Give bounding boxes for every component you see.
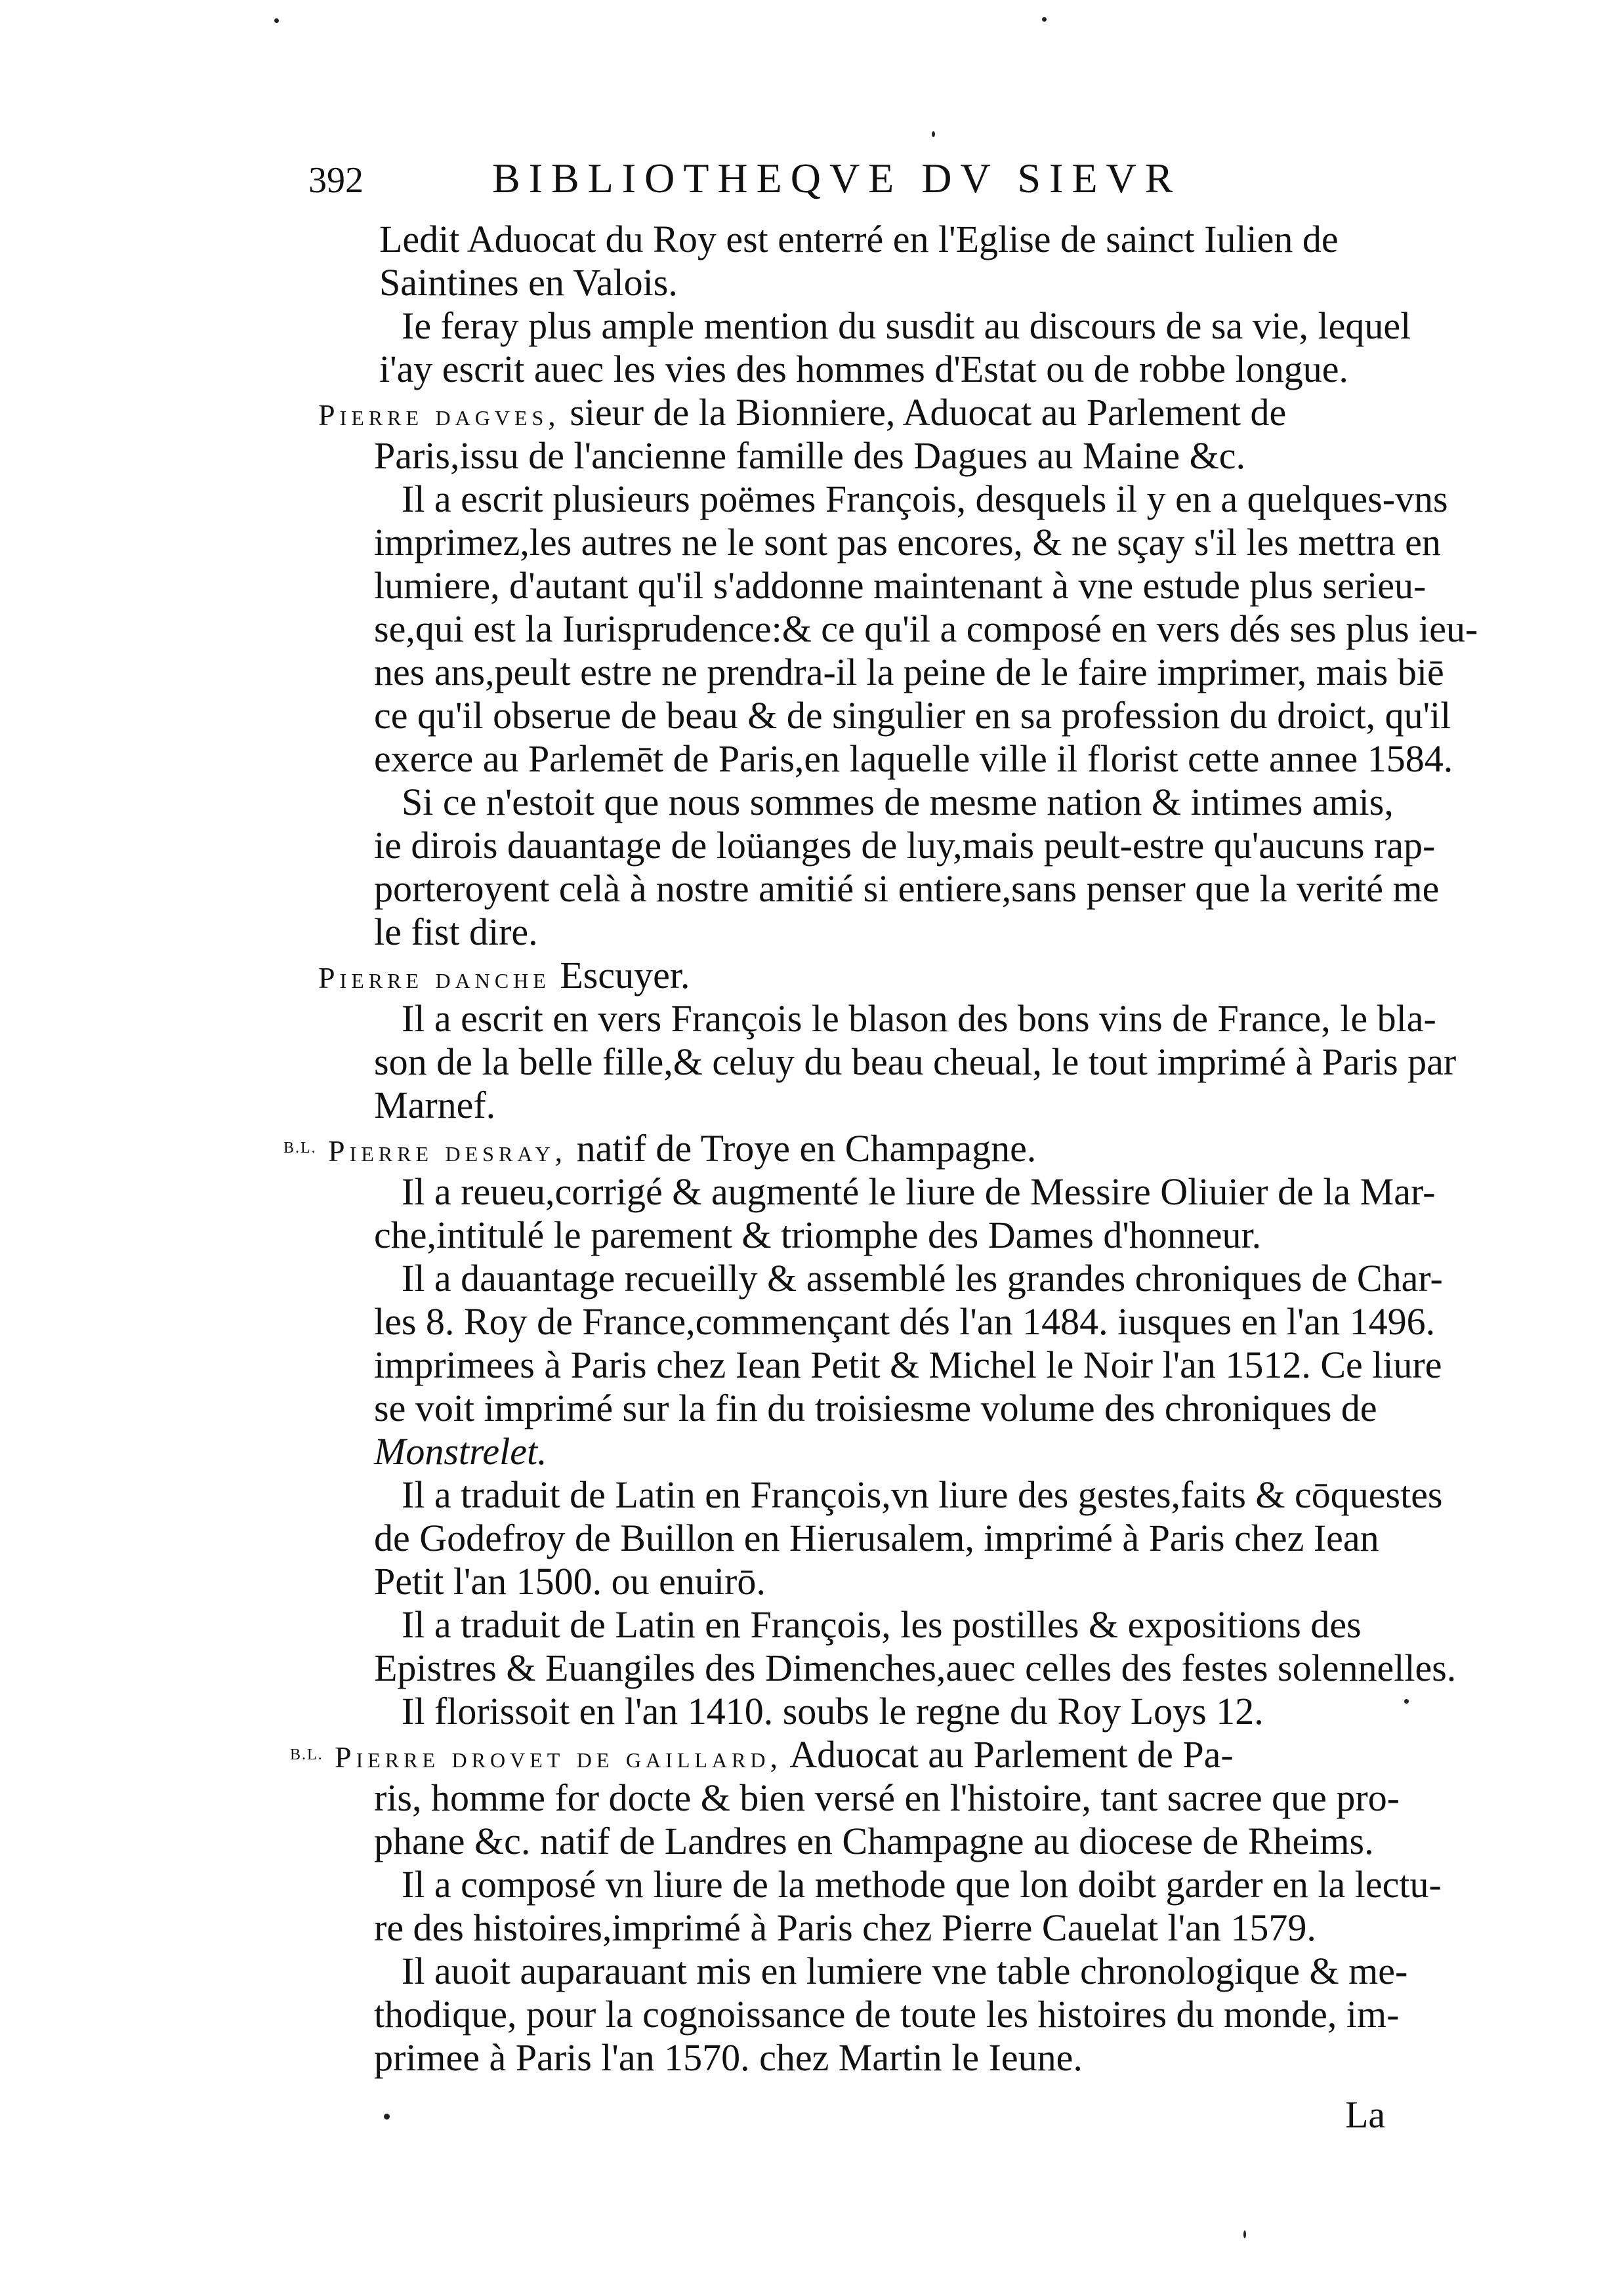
text-line: Il a dauantage recueilly & assemblé les grandes chroniques de Char- xyxy=(402,1257,1443,1300)
text-line: ris, homme for docte & bien versé en l'histoire, tant sacree que pro- xyxy=(374,1776,1400,1819)
text-line: Ie feray plus ample mention du susdit au discours de sa vie, lequel xyxy=(402,304,1411,347)
entry-heading xyxy=(318,954,690,1000)
page-header xyxy=(308,154,1404,213)
text-line: primee à Paris l'an 1570. chez Martin le Ieune. xyxy=(374,2036,1083,2079)
ink-speck xyxy=(1243,2230,1246,2238)
text-line: re des histoires,imprimé à Paris chez Pierre Cauelat l'an 1579. xyxy=(374,1906,1316,1949)
entry-heading xyxy=(328,1127,1036,1173)
text-line: Il florissoit en l'an 1410. soubs le regne du Roy Loys 12. xyxy=(402,1690,1264,1732)
text-line: ie dirois dauantage de loüanges de luy,mais peult-estre qu'aucuns rap- xyxy=(374,824,1436,867)
text-line: Epistres & Euangiles des Dimenches,auec celles des festes solennelles. xyxy=(374,1647,1457,1689)
entry-heading xyxy=(335,1733,1234,1779)
ink-speck xyxy=(1042,17,1047,22)
text-line: Il a escrit en vers François le blason des bons vins de France, le bla- xyxy=(402,997,1436,1040)
text-line: Il a escrit plusieurs poëmes François, desquels il y en a quelques-vns xyxy=(402,478,1448,520)
text-line: Marnef. xyxy=(374,1084,496,1126)
heading-text: Aduocat au Parlement de Pa- xyxy=(781,1733,1234,1776)
running-head: BIBLIOTHEQVE DV SIEVR xyxy=(492,155,1182,201)
text-line: Saintines en Valois. xyxy=(379,261,678,304)
heading-text: sieur de la Bionniere, Aduocat au Parlement de xyxy=(560,391,1287,434)
text-line: se voit imprimé sur la fin du troisiesme volume des chroniques de xyxy=(374,1387,1377,1429)
ink-speck xyxy=(932,131,935,137)
text-line: Il a composé vn liure de la methode que lon doibt garder en la lectu- xyxy=(402,1863,1442,1906)
text-line: exerce au Parlemēt de Paris,en laquelle ville il florist cette annee 1584. xyxy=(374,737,1453,780)
author-name: Pierre drovet de gaillard, xyxy=(335,1740,782,1774)
text-line: ce qu'il obserue de beau & de singulier en sa profession du droict, qu'il xyxy=(374,694,1451,737)
ink-speck xyxy=(384,2114,390,2120)
text-line: son de la belle fille,& celuy du beau cheual, le tout imprimé à Paris par xyxy=(374,1040,1457,1083)
text-line: les 8. Roy de France,commençant dés l'an 1484. iusques en l'an 1496. xyxy=(374,1300,1436,1343)
author-name: Pierre danche xyxy=(318,961,551,994)
text-line: imprimez,les autres ne le sont pas encores, & ne sçay s'il les mettra en xyxy=(374,521,1441,564)
text-line: se,qui est la Iurisprudence:& ce qu'il a composé en vers dés ses plus ieu- xyxy=(374,607,1478,650)
text-line: Ledit Aduocat du Roy est enterré en l'Eglise de sainct Iulien de xyxy=(379,218,1339,260)
text-line: lumiere, d'autant qu'il s'addonne maintenant à vne estude plus serieu- xyxy=(374,564,1426,607)
text-line: porteroyent celà à nostre amitié si entiere,sans penser que la verité me xyxy=(374,867,1440,910)
text-line: che,intitulé le parement & triomphe des Dames d'honneur. xyxy=(374,1214,1262,1256)
text-line: Il a traduit de Latin en François, les postilles & expositions des xyxy=(402,1603,1362,1646)
text-line: Il auoit auparauant mis en lumiere vne table chronologique & me- xyxy=(402,1950,1408,1992)
catchword: La xyxy=(1345,2093,1386,2136)
text-line: Il a traduit de Latin en François,vn liure des gestes,faits & cōquestes xyxy=(402,1473,1443,1516)
text-line: de Godefroy de Buillon en Hierusalem, imprimé à Paris chez Iean xyxy=(374,1517,1379,1559)
text-line: Monstrelet. xyxy=(374,1430,547,1473)
text-line: Petit l'an 1500. ou enuirō. xyxy=(374,1560,766,1603)
text-line: Si ce n'estoit que nous sommes de mesme nation & intimes amis, xyxy=(402,781,1394,823)
margin-note: B.L. xyxy=(283,1139,317,1157)
margin-note: B.L. xyxy=(290,1746,323,1763)
text-line: nes ans,peult estre ne prendra-il la peine de le faire imprimer, mais biē xyxy=(374,651,1444,693)
entry-heading xyxy=(318,391,1286,437)
text-line: imprimees à Paris chez Iean Petit & Michel le Noir l'an 1512. Ce liure xyxy=(374,1343,1442,1386)
text-line: Il a reueu,corrigé & augmenté le liure de Messire Oliuier de la Mar- xyxy=(402,1170,1436,1213)
ink-speck xyxy=(1404,1699,1409,1704)
text-line: le fist dire. xyxy=(374,911,538,953)
ink-speck xyxy=(274,18,279,23)
author-name: Pierre desray, xyxy=(328,1134,568,1168)
heading-text: Escuyer. xyxy=(550,954,690,996)
author-name: Pierre dagves, xyxy=(318,398,560,432)
text-line: Paris,issu de l'ancienne famille des Dagues au Maine &c. xyxy=(374,434,1245,477)
page-number: 392 xyxy=(308,160,364,201)
text-line: thodique, pour la cognoissance de toute les histoires du monde, im- xyxy=(374,1993,1400,2036)
text-line: i'ay escrit auec les vies des hommes d'Estat ou de robbe longue. xyxy=(379,348,1348,390)
heading-text: natif de Troye en Champagne. xyxy=(567,1127,1037,1170)
text-line: phane &c. natif de Landres en Champagne au diocese de Rheims. xyxy=(374,1820,1374,1862)
